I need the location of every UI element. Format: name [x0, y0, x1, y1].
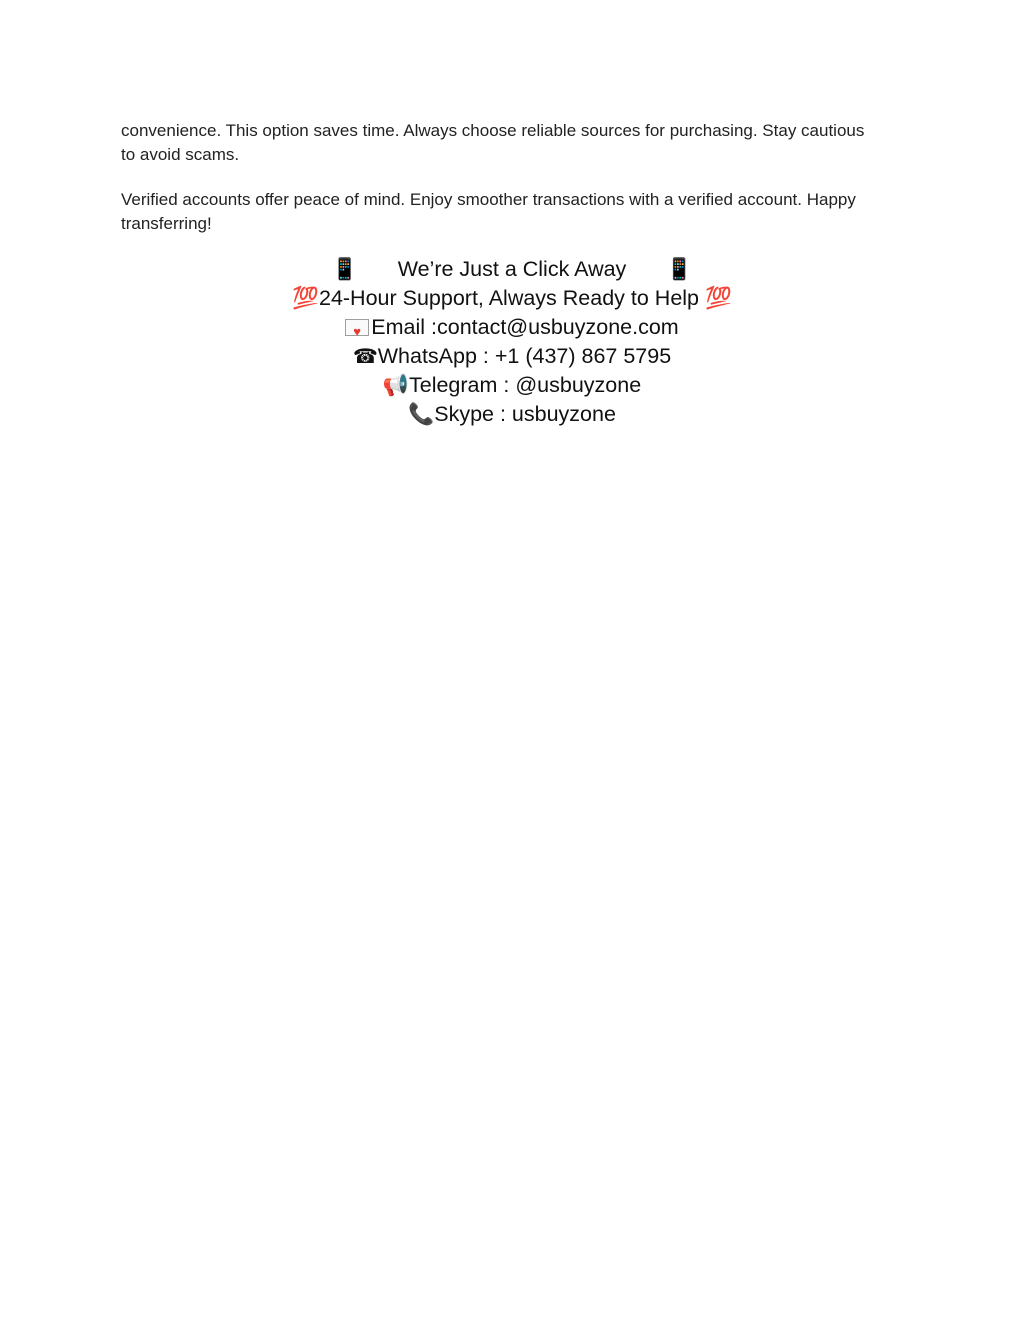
hundred-points-icon: 💯	[705, 286, 732, 311]
contact-heading-line	[0, 255, 1024, 284]
telephone-icon: ☎	[352, 344, 378, 368]
hundred-points-icon: 💯	[292, 286, 319, 311]
contact-heading: We’re Just a Click Away	[397, 257, 627, 281]
whatsapp-text[interactable]: WhatsApp : +1 (437) 867 5795	[377, 344, 672, 368]
email-text[interactable]: Email :contact@usbuyzone.com	[371, 315, 679, 339]
support-text: 24-Hour Support, Always Ready to Help	[318, 286, 700, 310]
skype-text[interactable]: Skype : usbuyzone	[434, 402, 616, 426]
whatsapp-line[interactable]	[0, 342, 1024, 371]
mobile-phone-icon: 📱	[666, 257, 693, 281]
megaphone-icon: 📢	[382, 373, 409, 397]
envelope-heart-icon	[345, 319, 369, 336]
telegram-line[interactable]	[0, 371, 1024, 400]
email-line[interactable]	[0, 313, 1024, 342]
mobile-phone-icon: 📱	[331, 257, 358, 281]
paragraph-verified-accounts: Verified accounts offer peace of mind. Enjoy smoother transactions with a verified account. Happy transferring!	[121, 190, 856, 233]
skype-line[interactable]	[0, 400, 1024, 429]
telephone-receiver-icon: 📞	[408, 402, 435, 426]
paragraph-convenience: convenience. This option saves time. Always choose reliable sources for purchasing. Stay cautious to avoid scams.	[121, 121, 865, 164]
support-line	[0, 284, 1024, 313]
telegram-text[interactable]: Telegram : @usbuyzone	[408, 373, 642, 397]
contact-section	[0, 255, 1024, 429]
